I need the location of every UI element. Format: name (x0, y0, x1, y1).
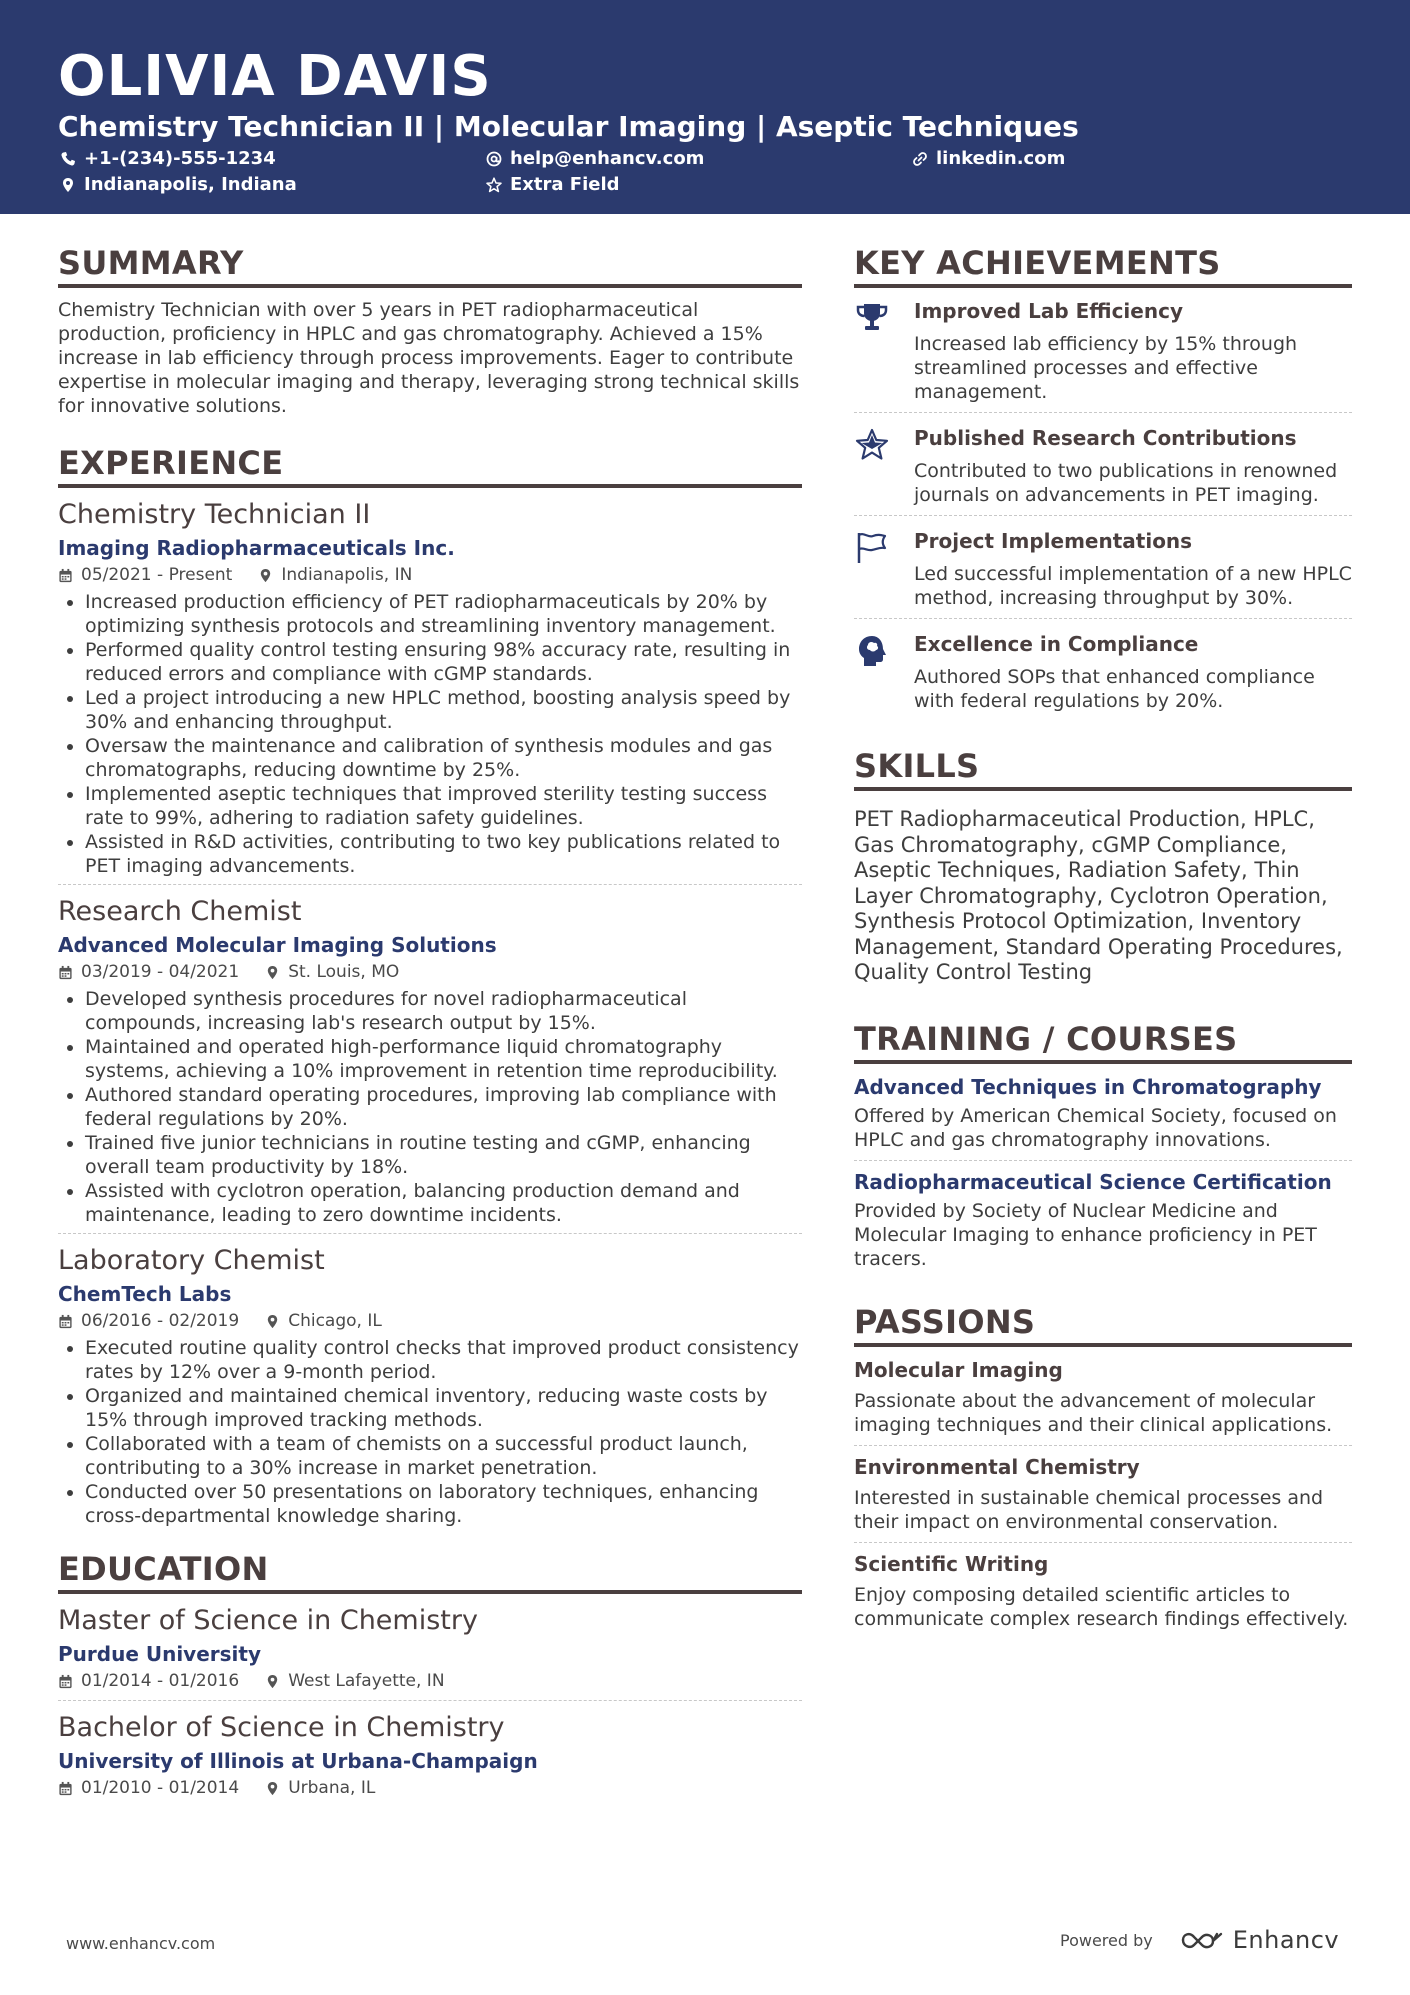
achievement-icon-wrap (854, 528, 914, 610)
job-entry (58, 498, 802, 885)
candidate-name: OLIVIA DAVIS (58, 44, 492, 109)
trophy-icon (854, 300, 890, 336)
passion-item (854, 1347, 1352, 1446)
bullet-item: • Performed quality control testing ensuring 98% accuracy rate, resulting in reduced errors and compliance with cGMP standards. (85, 638, 802, 686)
job-location (265, 959, 399, 985)
achievement-desc: Increased lab efficiency by 15% through streamlined processes and effective management. (914, 333, 1298, 403)
brand-name: Enhancv (1232, 1926, 1340, 1954)
left-column (58, 244, 802, 1817)
achievement-title: Project Implementations (914, 529, 1193, 553)
passions-heading: PASSIONS (854, 1303, 1352, 1347)
summary-section (58, 244, 802, 418)
bullet-item: • Conducted over 50 presentations on laboratory techniques, enhancing cross-departmental knowledge sharing. (85, 1480, 802, 1528)
achievement-icon-wrap (854, 631, 914, 713)
training-heading: TRAINING / COURSES (854, 1020, 1352, 1064)
education-section (58, 1550, 802, 1807)
email-text: help@enhancv.com (510, 148, 705, 169)
contact-email[interactable] (486, 148, 704, 169)
right-column (854, 244, 1352, 1639)
degree-title: Bachelor of Science in Chemistry (58, 1712, 505, 1743)
bullet-item: • Developed synthesis procedures for novel radiopharmaceutical compounds, increasing lab's research output by 15%. (85, 987, 802, 1035)
location-pin-icon (265, 1781, 280, 1796)
contact-location (60, 174, 297, 195)
bullet-item: • Maintained and operated high-performance liquid chromatography systems, achieving a 10% improvement in retention time reproducibility. (85, 1035, 802, 1083)
course-item (854, 1064, 1352, 1161)
course-desc: Provided by Society of Nuclear Medicine and Molecular Imaging to enhance proficiency in PET tracers. (854, 1199, 1317, 1270)
achievements-section (854, 244, 1352, 721)
achievement-desc: Contributed to two publications in renowned journals on advancements in PET imaging. (914, 460, 1338, 506)
bullet-item: • Led a project introducing a new HPLC method, boosting analysis speed by 30% and enhancing throughput. (85, 686, 802, 734)
job-bullets (58, 1336, 802, 1528)
education-dates (58, 1668, 239, 1694)
achievement-icon-wrap (854, 298, 914, 404)
bullet-item: • Trained five junior technicians in routine testing and cGMP, enhancing overall team productivity by 18%. (85, 1131, 802, 1179)
job-entry (58, 895, 802, 1234)
bullet-item: • Authored standard operating procedures, improving lab compliance with federal regulations by 20%. (85, 1083, 802, 1131)
enhancv-logo-icon (1179, 1928, 1225, 1952)
powered-by-label: Powered by (1060, 1930, 1153, 1950)
job-location (258, 562, 412, 588)
school-name: Purdue University (58, 1642, 261, 1666)
dates-text: 01/2010 - 01/2014 (81, 1778, 240, 1798)
company-name: Imaging Radiopharmaceuticals Inc. (58, 536, 455, 560)
location-text: Chicago, IL (288, 1311, 382, 1331)
phone-icon (60, 151, 76, 167)
bullet-item: • Executed routine quality control checks that improved product consistency rates by 12% over a 9-month period. (85, 1336, 802, 1384)
calendar-icon (58, 965, 73, 980)
training-section (854, 1020, 1352, 1279)
job-entry (58, 1244, 802, 1534)
calendar-icon (58, 1314, 73, 1329)
education-heading: EDUCATION (58, 1550, 802, 1594)
achievement-desc: Led successful implementation of a new HPLC method, increasing throughput by 30%. (914, 563, 1352, 609)
passion-desc: Interested in sustainable chemical processes and their impact on environmental conservation. (854, 1486, 1324, 1533)
company-name: ChemTech Labs (58, 1282, 232, 1306)
passions-section (854, 1303, 1352, 1639)
passion-desc: Passionate about the advancement of molecular imaging techniques and their clinical applications. (854, 1389, 1333, 1436)
bullet-item: • Oversaw the maintenance and calibration of synthesis modules and gas chromatographs, reducing downtime by 25%. (85, 734, 802, 782)
footer-website[interactable]: www.enhancv.com (66, 1934, 216, 1953)
flag-icon (854, 530, 890, 566)
calendar-icon (58, 1781, 73, 1796)
contact-linkedin[interactable] (912, 148, 1065, 169)
contact-extra (486, 174, 620, 195)
achievement-title: Improved Lab Efficiency (914, 299, 1183, 323)
job-meta (58, 562, 802, 588)
course-desc: Offered by American Chemical Society, focused on HPLC and gas chromatography innovations. (854, 1104, 1337, 1151)
passion-item (854, 1543, 1352, 1639)
education-location (265, 1668, 444, 1694)
job-location (265, 1308, 382, 1334)
job-meta (58, 959, 802, 985)
education-entry (58, 1711, 802, 1807)
location-text: Urbana, IL (288, 1778, 376, 1798)
summary-text: Chemistry Technician with over 5 years in PET radiopharmaceutical production, proficiency in HPLC and gas chromatography. Achieved a 15% increase in lab efficiency through process improvements. Eager to contribute expertise in molecular imaging and therapy, leveraging strong technical skills for innovative solutions. (58, 299, 800, 417)
candidate-subtitle: Chemistry Technician II | Molecular Imaging | Aseptic Techniques (58, 110, 1079, 143)
location-pin-icon (60, 177, 76, 193)
education-meta (58, 1668, 802, 1694)
link-icon (912, 151, 928, 167)
linkedin-text: linkedin.com (936, 148, 1066, 169)
phone-text: +1-(234)-555-1234 (84, 148, 276, 169)
job-dates (58, 1308, 239, 1334)
achievement-item (854, 413, 1352, 516)
experience-heading: EXPERIENCE (58, 444, 802, 488)
star-outline-icon (486, 177, 502, 193)
job-title: Laboratory Chemist (58, 1245, 325, 1276)
location-text: Indianapolis, IN (281, 565, 413, 585)
location-pin-icon (265, 965, 280, 980)
experience-section (58, 444, 802, 1534)
skills-text: PET Radiopharmaceutical Production, HPLC, Gas Chromatography, cGMP Compliance, Aseptic Techniques, Radiation Safety, Thin Layer Chromatography, Cyclotron Operation, Synthesis Protocol Optimization, Inventory Management, Standard Operating Procedures, Quality Control Testing (854, 807, 1343, 984)
education-meta (58, 1775, 802, 1801)
achievement-item (854, 516, 1352, 619)
passion-title: Environmental Chemistry (854, 1454, 1140, 1479)
achievements-heading: KEY ACHIEVEMENTS (854, 244, 1352, 288)
bullet-item: • Organized and maintained chemical inventory, reducing waste costs by 15% through improved tracking methods. (85, 1384, 802, 1432)
education-entry (58, 1604, 802, 1701)
footer-branding (1060, 1926, 1339, 1954)
achievement-item (854, 619, 1352, 721)
dates-text: 06/2016 - 02/2019 (81, 1311, 240, 1331)
job-dates (58, 959, 239, 985)
location-pin-icon (258, 568, 273, 583)
location-pin-icon (265, 1674, 280, 1689)
achievement-icon-wrap (854, 425, 914, 507)
location-pin-icon (265, 1314, 280, 1329)
job-title: Chemistry Technician II (58, 499, 371, 530)
course-item (854, 1161, 1352, 1279)
school-name: University of Illinois at Urbana-Champaign (58, 1749, 538, 1773)
head-icon (854, 633, 890, 669)
passion-desc: Enjoy composing detailed scientific articles to communicate complex research findings effectively. (854, 1583, 1349, 1630)
skills-heading: SKILLS (854, 747, 1352, 791)
achievement-item (854, 288, 1352, 413)
passion-item (854, 1446, 1352, 1543)
star-icon (854, 427, 890, 463)
location-text: Indianapolis, Indiana (84, 174, 297, 195)
job-dates (58, 562, 232, 588)
resume-header (0, 0, 1410, 214)
bullet-item: • Implemented aseptic techniques that improved sterility testing success rate to 99%, adhering to radiation safety guidelines. (85, 782, 802, 830)
brand-logo[interactable] (1179, 1926, 1339, 1954)
bullet-item: • Increased production efficiency of PET radiopharmaceuticals by 20% by optimizing synthesis protocols and streamlining inventory management. (85, 590, 802, 638)
contact-phone[interactable] (60, 148, 276, 169)
degree-title: Master of Science in Chemistry (58, 1605, 478, 1636)
location-text: St. Louis, MO (288, 962, 400, 982)
course-title: Advanced Techniques in Chromatography (854, 1074, 1322, 1099)
bullet-item: • Collaborated with a team of chemists on a successful product launch, contributing to a 30% increase in market penetration. (85, 1432, 802, 1480)
skills-section (854, 747, 1352, 986)
job-bullets (58, 590, 802, 878)
dates-text: 01/2014 - 01/2016 (81, 1671, 240, 1691)
passion-title: Scientific Writing (854, 1551, 1049, 1576)
calendar-icon (58, 1674, 73, 1689)
location-text: West Lafayette, IN (288, 1671, 445, 1691)
achievement-title: Published Research Contributions (914, 426, 1297, 450)
job-bullets (58, 987, 802, 1227)
bullet-item: • Assisted in R&D activities, contributing to two key publications related to PET imaging advancements. (85, 830, 802, 878)
bullet-item: • Assisted with cyclotron operation, balancing production demand and maintenance, leading to zero downtime incidents. (85, 1179, 802, 1227)
dates-text: 05/2021 - Present (81, 565, 233, 585)
extra-text: Extra Field (510, 174, 620, 195)
course-title: Radiopharmaceutical Science Certification (854, 1169, 1332, 1194)
dates-text: 03/2019 - 04/2021 (81, 962, 240, 982)
education-location (265, 1775, 375, 1801)
at-icon (486, 151, 502, 167)
passion-title: Molecular Imaging (854, 1357, 1063, 1382)
company-name: Advanced Molecular Imaging Solutions (58, 933, 497, 957)
summary-heading: SUMMARY (58, 244, 802, 288)
calendar-icon (58, 568, 73, 583)
job-meta (58, 1308, 802, 1334)
job-title: Research Chemist (58, 896, 302, 927)
education-dates (58, 1775, 239, 1801)
achievement-title: Excellence in Compliance (914, 632, 1199, 656)
achievement-desc: Authored SOPs that enhanced compliance with federal regulations by 20%. (914, 666, 1315, 712)
